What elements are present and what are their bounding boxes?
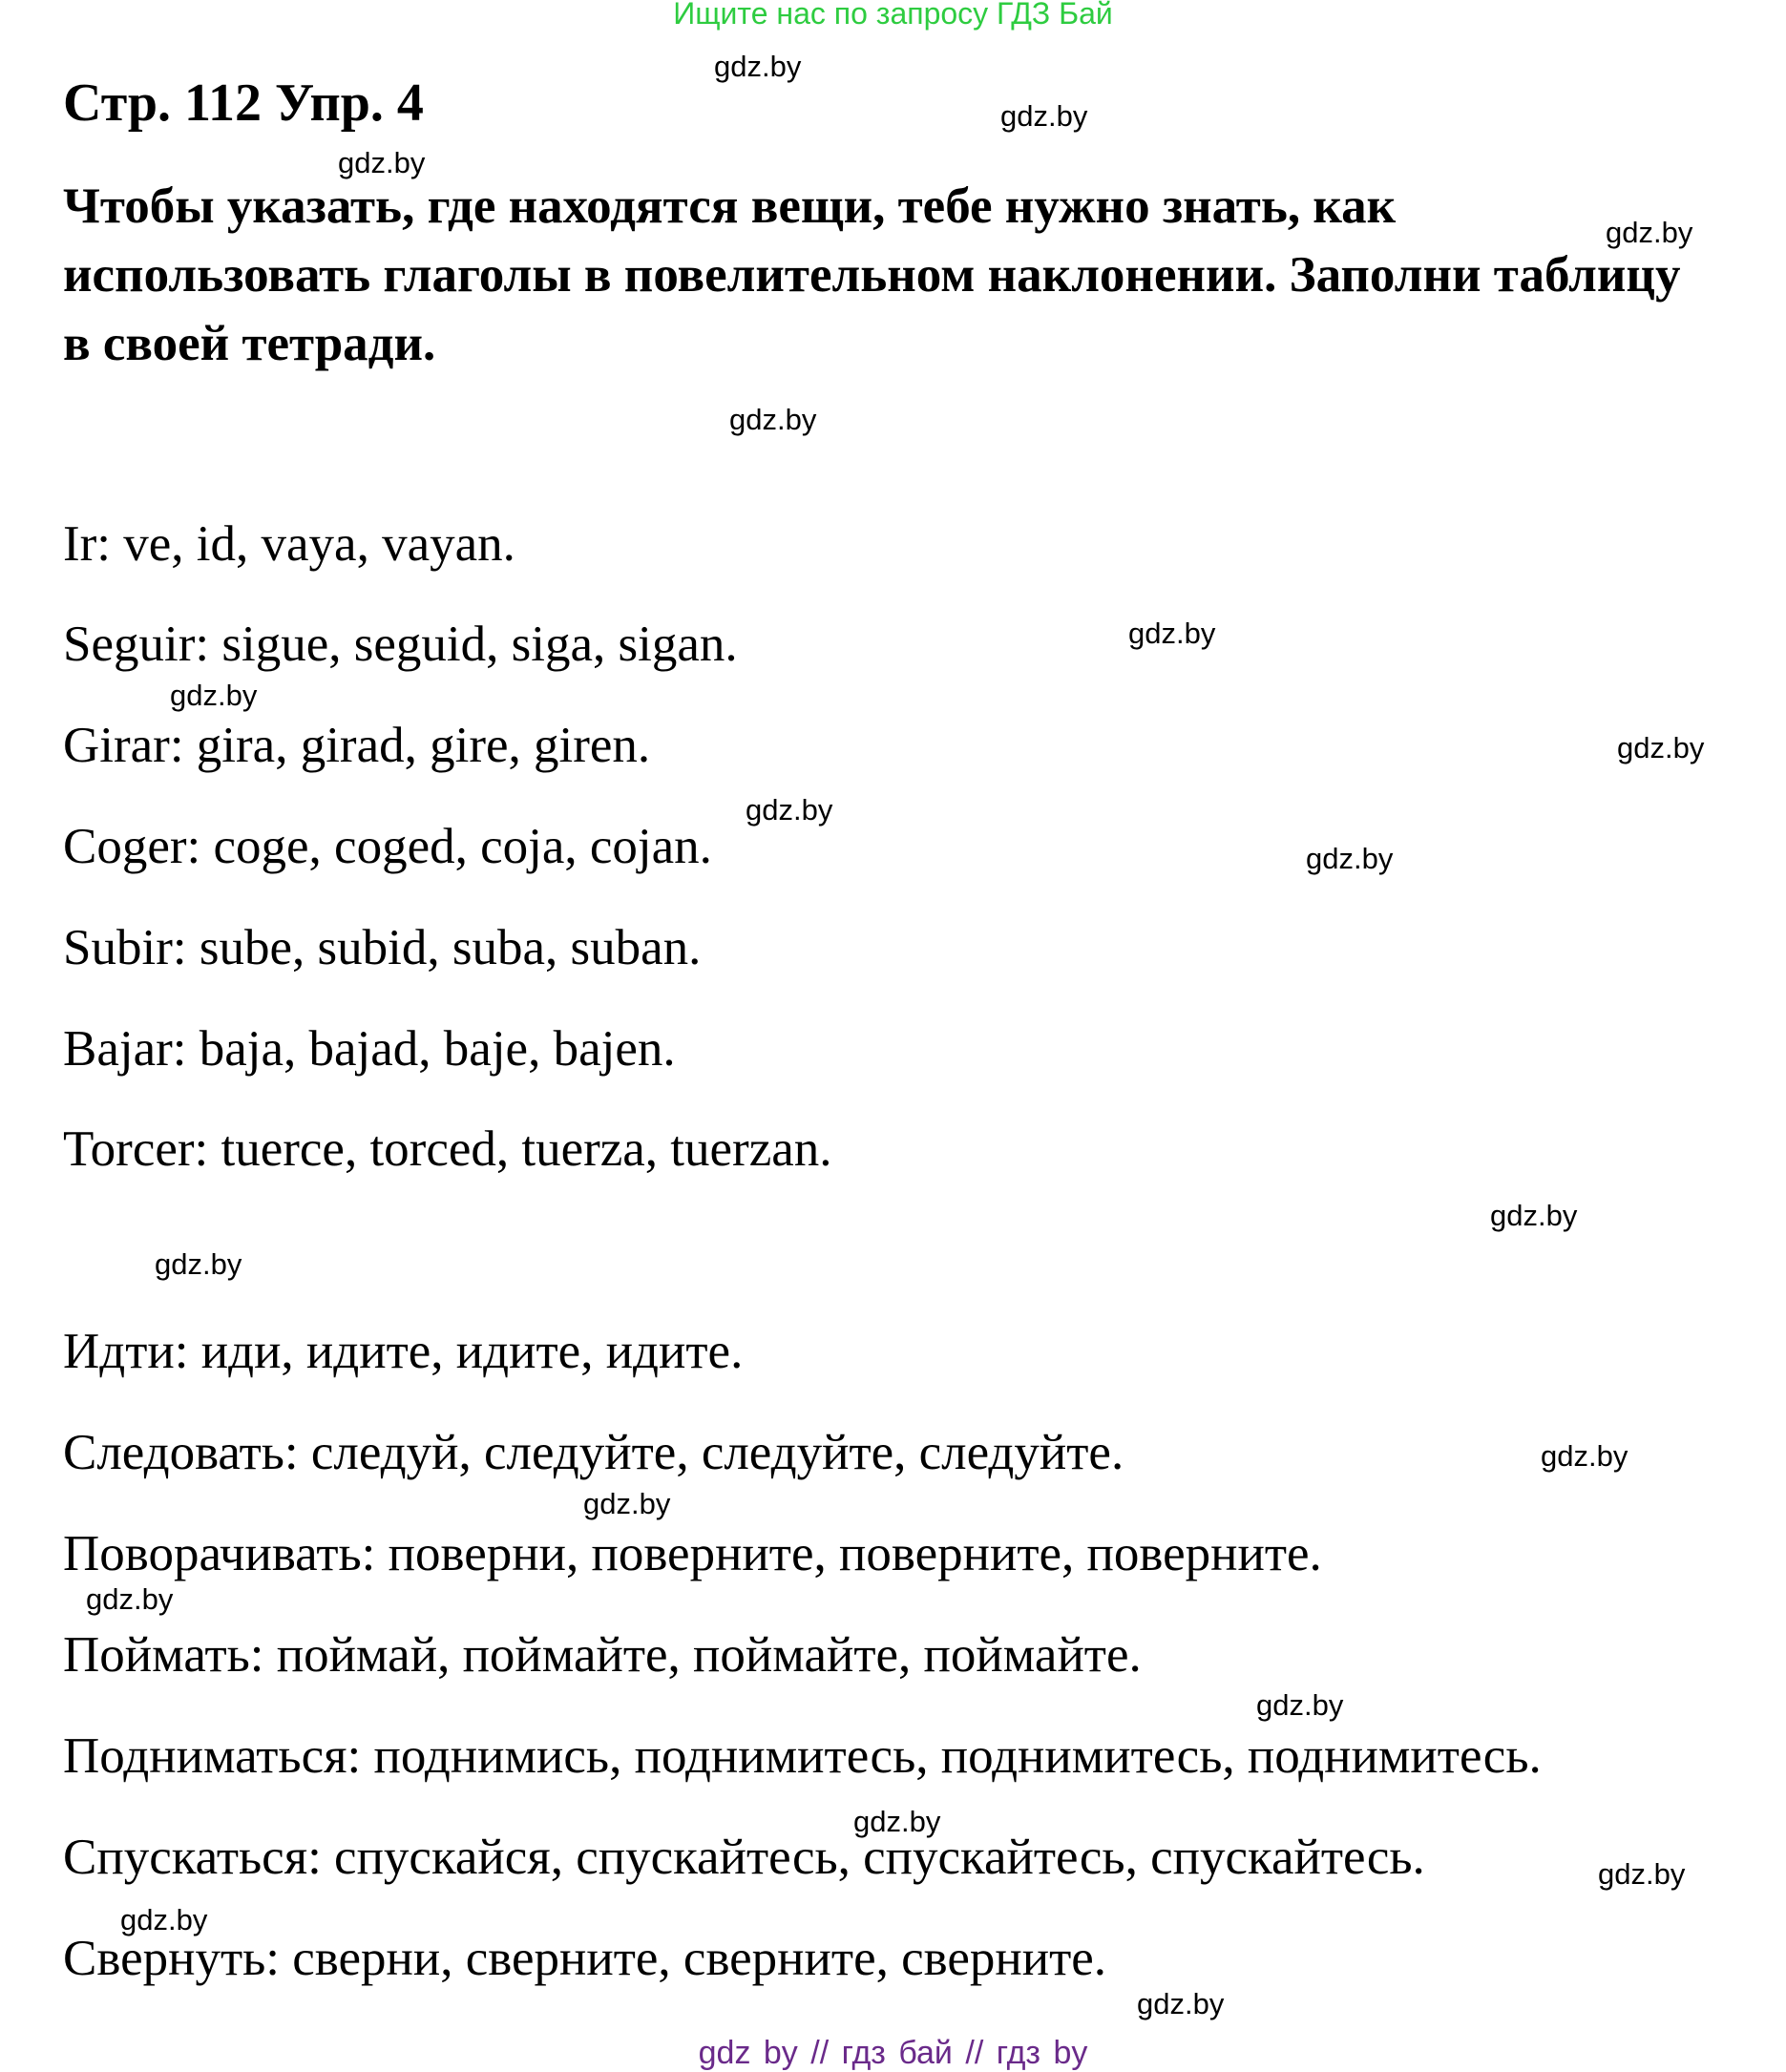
page-title: Стр. 112 Упр. 4 xyxy=(63,73,424,133)
answer-line-es: Ir: ve, id, vaya, vayan. xyxy=(63,516,515,572)
answer-line-es: Seguir: sigue, seguid, siga, sigan. xyxy=(63,617,738,672)
answer-line-ru: Поворачивать: поверни, поверните, поверните, поверните. xyxy=(63,1526,1322,1581)
watermark: gdz.by xyxy=(1490,1199,1578,1232)
watermark: gdz.by xyxy=(1617,731,1705,764)
watermark: gdz.by xyxy=(1306,842,1394,875)
answer-line-ru: Свернуть: сверни, сверните, сверните, сверните. xyxy=(63,1931,1107,1986)
answer-line-ru: Спускаться: спускайся, спускайтесь, спускайтесь, спускайтесь. xyxy=(63,1830,1425,1885)
watermark: gdz.by xyxy=(1256,1688,1344,1722)
watermark: gdz.by xyxy=(170,679,258,712)
watermark: gdz.by xyxy=(853,1805,941,1838)
watermark: gdz.by xyxy=(155,1247,242,1281)
watermark: gdz.by xyxy=(1541,1439,1628,1473)
watermark: gdz.by xyxy=(1606,216,1693,249)
watermark: gdz.by xyxy=(86,1582,174,1616)
answer-line-es: Bajar: baja, bajad, baje, bajen. xyxy=(63,1021,676,1077)
watermark: gdz.by xyxy=(1128,617,1216,650)
watermark: gdz.by xyxy=(746,793,833,827)
answer-line-es: Girar: gira, girad, gire, giren. xyxy=(63,718,651,773)
watermark: gdz.by xyxy=(1137,1987,1225,2020)
watermark: gdz.by xyxy=(1598,1857,1686,1891)
top-banner: Ищите нас по запросу ГДЗ Бай xyxy=(673,0,1113,31)
answer-line-ru: Следовать: следуй, следуйте, следуйте, следуйте. xyxy=(63,1425,1124,1480)
answer-line-ru: Поймать: поймай, поймайте, поймайте, поймайте. xyxy=(63,1627,1142,1683)
watermark: gdz.by xyxy=(1000,99,1088,133)
answer-line-es: Subir: sube, subid, suba, suban. xyxy=(63,920,702,975)
task-description: Чтобы указать, где находятся вещи, тебе нужно знать, как использовать глаголы в повелительном наклонении. Заполни таблицу в своей тетради. xyxy=(63,178,1681,371)
watermark: gdz.by xyxy=(338,146,426,179)
watermark: gdz.by xyxy=(583,1487,671,1520)
answer-line-ru: Подниматься: поднимись, поднимитесь, поднимитесь, поднимитесь. xyxy=(63,1728,1542,1784)
watermark: gdz.by xyxy=(729,403,817,436)
answer-line-es: Coger: coge, coged, coja, cojan. xyxy=(63,819,712,874)
answer-line-es: Torcer: tuerce, torced, tuerza, tuerzan. xyxy=(63,1121,832,1177)
answer-line-ru: Идти: иди, идите, идите, идите. xyxy=(63,1324,744,1379)
watermark: gdz.by xyxy=(714,50,802,83)
footer: gdz by // гдз бай // гдз by xyxy=(698,2035,1088,2071)
watermark: gdz.by xyxy=(120,1903,208,1936)
